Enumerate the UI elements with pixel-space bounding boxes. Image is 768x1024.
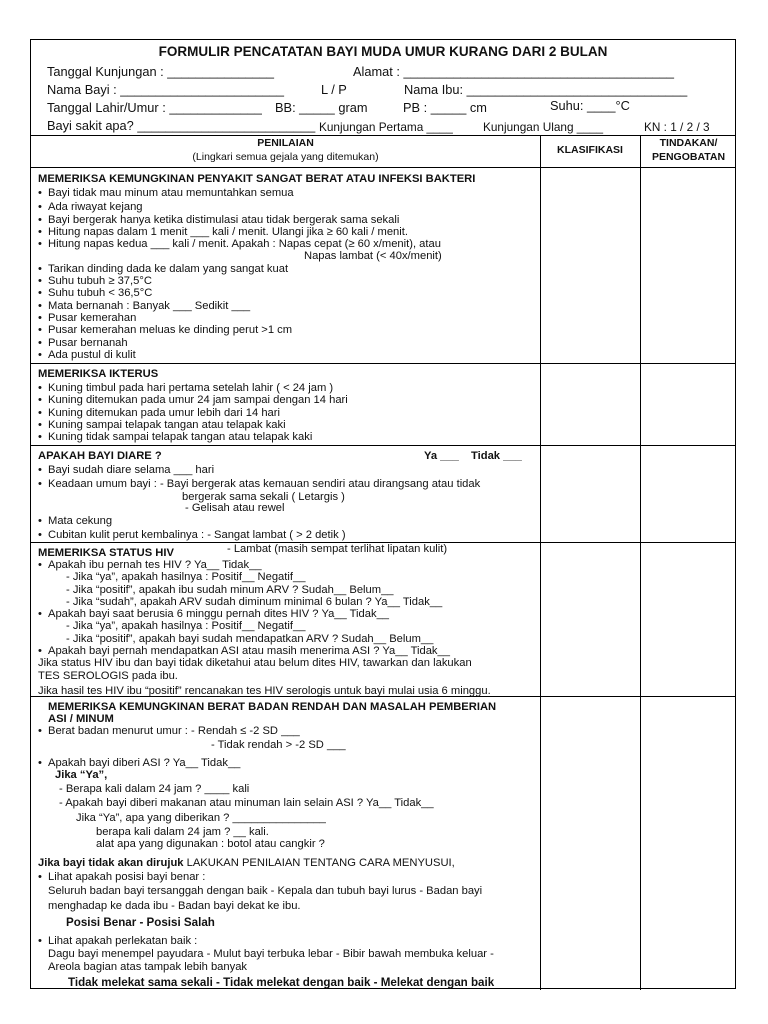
- list-item: • Lihat apakah posisi bayi benar :: [38, 871, 538, 883]
- kunjungan-ulang-field[interactable]: Kunjungan Ulang ____: [483, 120, 604, 134]
- bayi-sakit-field[interactable]: Bayi sakit apa? _________________________: [47, 118, 316, 133]
- list-item: - Jika “ya”, apakah hasilnya : Positif__ Negatif__: [66, 620, 306, 633]
- list-item: Jika “Ya”, apa yang diberikan ? _______________: [76, 811, 326, 824]
- list-item: • Apakah bayi diberi ASI ? Ya__ Tidak__: [38, 757, 538, 769]
- list-item: - Jika “positif”, apakah ibu sudah minum ARV ? Sudah__ Belum__: [66, 583, 394, 596]
- list-item: - Berapa kali dalam 24 jam ? ____ kali: [59, 783, 250, 796]
- list-item: • Pusar bernanah: [38, 337, 538, 349]
- column-divider-1: [540, 135, 541, 990]
- list-item: Areola bagian atas tampak lebih banyak: [48, 960, 248, 973]
- list-item: - Jika “ya”, apakah hasilnya : Positif__ Negatif__: [66, 571, 306, 584]
- list-item: Jika status HIV ibu dan bayi tidak diketahui atau belum dites HIV, tawarkan dan lakukan: [38, 657, 472, 670]
- diare-tidak-field[interactable]: Tidak ___: [471, 450, 522, 462]
- list-item: • Hitung napas kedua ___ kali / menit. Apakah : Napas cepat (≥ 60 x/menit), atau: [38, 238, 538, 250]
- list-item: Napas lambat (< 40x/menit): [304, 250, 442, 263]
- posisi-options: Posisi Benar - Posisi Salah: [66, 915, 215, 929]
- list-item: • Pusar kemerahan meluas ke dinding perut >1 cm: [38, 324, 538, 336]
- nama-bayi-field[interactable]: Nama Bayi : _______________________: [47, 82, 284, 97]
- section-title: MEMERIKSA IKTERUS: [38, 368, 159, 380]
- bb-field[interactable]: BB: _____ gram: [275, 100, 368, 115]
- section-title-line1: MEMERIKSA KEMUNGKINAN BERAT BADAN RENDAH DAN MASALAH PEMBERIAN: [48, 701, 497, 713]
- section-status-hiv: [38, 547, 538, 697]
- celsius-unit: °C: [615, 98, 630, 113]
- list-item: TES SEROLOGIS pada ibu.: [38, 669, 178, 682]
- suhu-field[interactable]: Suhu: ____°C: [550, 98, 630, 113]
- form-title: FORMULIR PENCATATAN BAYI MUDA UMUR KURANG DARI 2 BULAN: [158, 44, 608, 59]
- penilaian-subheader: (Lingkari semua gejala yang ditemukan): [192, 151, 379, 163]
- tanggal-lahir-field[interactable]: Tanggal Lahir/Umur : _____________: [47, 100, 262, 115]
- list-item: - Gelisah atau rewel: [185, 501, 285, 514]
- list-item: • Pusar kemerahan: [38, 312, 538, 324]
- list-item: • Bayi sudah diare selama ___ hari: [38, 464, 538, 476]
- list-item: • Suhu tubuh ≥ 37,5°C: [38, 275, 538, 287]
- list-item: alat apa yang digunakan : botol atau cangkir ?: [96, 838, 325, 851]
- alamat-field[interactable]: Alamat : ______________________________________: [353, 64, 674, 79]
- gender-field[interactable]: L / P: [321, 82, 347, 97]
- section-title-line2: ASI / MINUM: [48, 713, 114, 725]
- section-title: MEMERIKSA STATUS HIV: [38, 547, 174, 559]
- list-item: berapa kali dalam 24 jam ? __ kali.: [96, 826, 269, 839]
- list-item: Jika “Ya”,: [55, 768, 108, 781]
- section-divider-1: [31, 363, 735, 364]
- list-item: • Apakah ibu pernah tes HIV ? Ya__ Tidak__: [38, 559, 538, 571]
- list-item: • Ada pustul di kulit: [38, 349, 538, 361]
- section-ikterus: [38, 368, 538, 443]
- nama-ibu-field[interactable]: Nama Ibu: _______________________________: [404, 82, 688, 97]
- list-item: - Jika “sudah”, apakah ARV sudah diminum minimal 6 bulan ? Ya__ Tidak__: [66, 595, 443, 608]
- list-item: • Lihat apakah perlekatan baik :: [38, 935, 538, 947]
- list-item: • Kuning ditemukan pada umur lebih dari 14 hari: [38, 407, 538, 419]
- table-top-border: [31, 135, 735, 136]
- klasifikasi-header: KLASIFIKASI: [557, 144, 623, 156]
- list-item: • Hitung napas dalam 1 menit ___ kali / menit. Ulangi jika ≥ 60 kali / menit.: [38, 226, 538, 238]
- list-item: • Berat badan menurut umur : - Rendah ≤ -2 SD ___: [38, 725, 538, 737]
- list-item: Jika hasil tes HIV ibu “positif” rencanakan tes HIV serologis untuk bayi mulai usia 6 minggu.: [38, 684, 491, 697]
- list-item: • Tarikan dinding dada ke dalam yang sangat kuat: [38, 263, 538, 275]
- list-item: Seluruh badan bayi tersanggah dengan baik - Kepala dan tubuh bayi lurus - Badan bayi: [48, 885, 483, 898]
- diare-ya-field[interactable]: Ya ___: [424, 450, 459, 462]
- list-item: • Kuning timbul pada hari pertama setelah lahir ( < 24 jam ): [38, 382, 538, 394]
- list-item: • Apakah bayi pernah mendapatkan ASI atau masih menerima ASI ? Ya__ Tidak__: [38, 645, 538, 657]
- perlekatan-options: Tidak melekat sama sekali - Tidak melekat dengan baik - Melekat dengan baik: [68, 976, 495, 990]
- list-item: • Cubitan kulit perut kembalinya : - Sangat lambat ( > 2 detik ): [38, 529, 538, 541]
- list-item: • Mata cekung: [38, 515, 538, 527]
- list-item: • Kuning ditemukan pada umur 24 jam sampai dengan 14 hari: [38, 394, 538, 406]
- kunjungan-pertama-field[interactable]: Kunjungan Pertama ____: [319, 120, 453, 134]
- section-title: APAKAH BAYI DIARE ?: [38, 450, 162, 462]
- list-item: • Kuning tidak sampai telapak tangan atau telapak kaki: [38, 431, 538, 443]
- section-infeksi-bakteri: [38, 173, 538, 361]
- kn-field[interactable]: KN : 1 / 2 / 3: [644, 120, 710, 134]
- column-divider-2: [640, 135, 641, 990]
- list-item: Dagu bayi menempel payudara - Mulut bayi terbuka lebar - Bibir bawah membuka keluar -: [48, 948, 494, 961]
- list-item: • Bayi bergerak hanya ketika distimulasi atau tidak bergerak sama sekali: [38, 214, 538, 226]
- section-diare: [38, 450, 538, 556]
- tindakan-header-line1: TINDAKAN/: [659, 137, 718, 149]
- list-item: • Apakah bayi saat berusia 6 minggu pernah dites HIV ? Ya__ Tidak__: [38, 608, 538, 620]
- rujuk-instruction: Jika bayi tidak akan dirujuk LAKUKAN PENILAIAN TENTANG CARA MENYUSUI,: [38, 856, 455, 869]
- section-berat-badan: [38, 701, 538, 989]
- penilaian-header: PENILAIAN: [257, 137, 314, 149]
- list-item: • Keadaan umum bayi : - Bayi bergerak atas kemauan sendiri atau dirangsang atau tidak: [38, 478, 538, 490]
- list-item: • Ada riwayat kejang: [38, 201, 538, 213]
- tindakan-header-line2: PENGOBATAN: [651, 151, 726, 163]
- section-title: MEMERIKSA KEMUNGKINAN PENYAKIT SANGAT BERAT ATAU INFEKSI BAKTERI: [38, 173, 476, 185]
- list-item: - Tidak rendah > -2 SD ___: [211, 739, 346, 752]
- section-divider-2: [31, 445, 735, 446]
- list-item: • Suhu tubuh < 36,5°C: [38, 287, 538, 299]
- list-item: • Mata bernanah : Banyak ___ Sedikit ___: [38, 300, 538, 312]
- list-item: - Jika “positif”, apakah bayi sudah mendapatkan ARV ? Sudah__ Belum__: [66, 632, 434, 645]
- list-item: - Lambat (masih sempat terlihat lipatan kulit): [227, 543, 448, 556]
- list-item: bergerak sama sekali ( Letargis ): [182, 490, 345, 503]
- form-frame: [30, 39, 736, 989]
- tanggal-kunjungan-field[interactable]: Tanggal Kunjungan : _______________: [47, 64, 275, 79]
- list-item: - Apakah bayi diberi makanan atau minuman lain selain ASI ? Ya__ Tidak__: [59, 797, 434, 810]
- list-item: • Bayi tidak mau minum atau memuntahkan semua: [38, 187, 538, 199]
- pb-field[interactable]: PB : _____ cm: [403, 100, 487, 115]
- list-item: menghadap ke dada ibu - Badan bayi dekat ke ibu.: [48, 899, 301, 912]
- list-item: • Kuning sampai telapak tangan atau telapak kaki: [38, 419, 538, 431]
- header-row-divider: [31, 167, 735, 168]
